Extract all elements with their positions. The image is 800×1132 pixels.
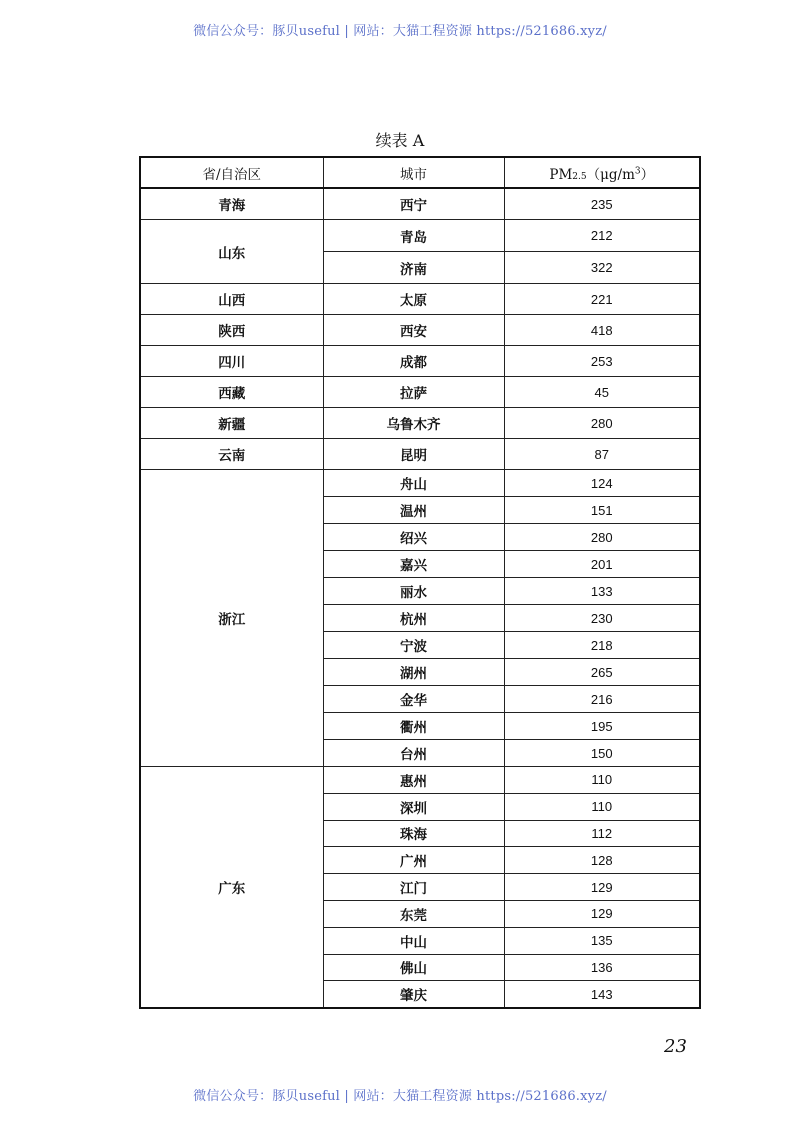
city-cell: 拉萨 [323,377,504,408]
table-title: 续表 A [375,131,425,150]
city-cell: 青岛 [323,220,504,252]
city-cell: 昆明 [323,439,504,470]
city-cell: 肇庆 [323,981,504,1008]
table-row [140,284,700,315]
province-cell: 山西 [140,284,323,315]
header-pm-prefix: PM [549,166,573,183]
city-cell: 西安 [323,315,504,346]
pm25-value-cell: 133 [504,578,700,605]
city-cell: 珠海 [323,820,504,847]
pm25-value-cell: 110 [504,793,700,820]
pm25-value-cell: 151 [504,497,700,524]
pm25-value-cell: 143 [504,981,700,1008]
table-body [140,188,700,1008]
table-row [140,767,700,794]
table-row [140,188,700,220]
city-cell: 太原 [323,284,504,315]
province-cell: 四川 [140,346,323,377]
pm25-value-cell: 87 [504,439,700,470]
pm25-value-cell: 128 [504,847,700,874]
header-pm-sub: 2.5 [572,171,587,182]
city-cell: 西宁 [323,188,504,220]
city-cell: 湖州 [323,659,504,686]
pm25-value-cell: 45 [504,377,700,408]
pm25-value-cell: 216 [504,686,700,713]
city-cell: 绍兴 [323,524,504,551]
city-cell: 深圳 [323,793,504,820]
province-cell: 云南 [140,439,323,470]
header-pm25 [504,157,700,188]
city-cell: 乌鲁木齐 [323,408,504,439]
province-cell: 新疆 [140,408,323,439]
header-province: 省/自治区 [140,157,323,188]
city-cell: 宁波 [323,632,504,659]
province-cell: 西藏 [140,377,323,408]
city-cell: 江门 [323,874,504,901]
city-cell: 广州 [323,847,504,874]
watermark-top: 微信公众号：豚贝useful | 网站：大猫工程资源 https://521686.xyz/ [193,24,607,39]
city-cell: 中山 [323,927,504,954]
pm25-table [139,156,701,1009]
city-cell: 惠州 [323,767,504,794]
pm25-value-cell: 129 [504,874,700,901]
pm25-value-cell: 230 [504,605,700,632]
pm25-value-cell: 110 [504,767,700,794]
province-cell: 陕西 [140,315,323,346]
pm25-value-cell: 129 [504,900,700,927]
table-row [140,315,700,346]
table-row [140,408,700,439]
table-row [140,346,700,377]
table-row [140,470,700,497]
pm25-value-cell: 235 [504,188,700,220]
city-cell: 佛山 [323,954,504,981]
pm25-value-cell: 221 [504,284,700,315]
pm25-value-cell: 265 [504,659,700,686]
pm25-value-cell: 124 [504,470,700,497]
pm25-value-cell: 418 [504,315,700,346]
city-cell: 衢州 [323,713,504,740]
pm25-value-cell: 195 [504,713,700,740]
pm25-value-cell: 218 [504,632,700,659]
pm25-value-cell: 135 [504,927,700,954]
city-cell: 金华 [323,686,504,713]
table-row [140,377,700,408]
pm25-value-cell: 112 [504,820,700,847]
table-row [140,220,700,252]
province-cell: 广东 [140,767,323,1009]
header-pm-unit-open: （μg/m [586,166,635,183]
pm25-value-cell: 280 [504,524,700,551]
watermark-bottom: 微信公众号：豚贝useful | 网站：大猫工程资源 https://521686.xyz/ [193,1089,607,1104]
city-cell: 丽水 [323,578,504,605]
pm25-value-cell: 253 [504,346,700,377]
pm25-value-cell: 201 [504,551,700,578]
pm25-table-container [139,156,699,1009]
pm25-value-cell: 150 [504,740,700,767]
city-cell: 嘉兴 [323,551,504,578]
city-cell: 济南 [323,252,504,284]
city-cell: 成都 [323,346,504,377]
city-cell: 温州 [323,497,504,524]
province-cell: 山东 [140,220,323,284]
city-cell: 台州 [323,740,504,767]
pm25-value-cell: 280 [504,408,700,439]
header-city: 城市 [323,157,504,188]
table-row [140,439,700,470]
city-cell: 杭州 [323,605,504,632]
province-cell: 浙江 [140,470,323,767]
header-pm-unit-close: ） [640,166,655,183]
pm25-value-cell: 212 [504,220,700,252]
city-cell: 舟山 [323,470,504,497]
province-cell: 青海 [140,188,323,220]
city-cell: 东莞 [323,900,504,927]
pm25-value-cell: 136 [504,954,700,981]
page-number: 23 [664,1036,687,1057]
pm25-value-cell: 322 [504,252,700,284]
header-pm-unit-sup: 3 [634,166,641,176]
